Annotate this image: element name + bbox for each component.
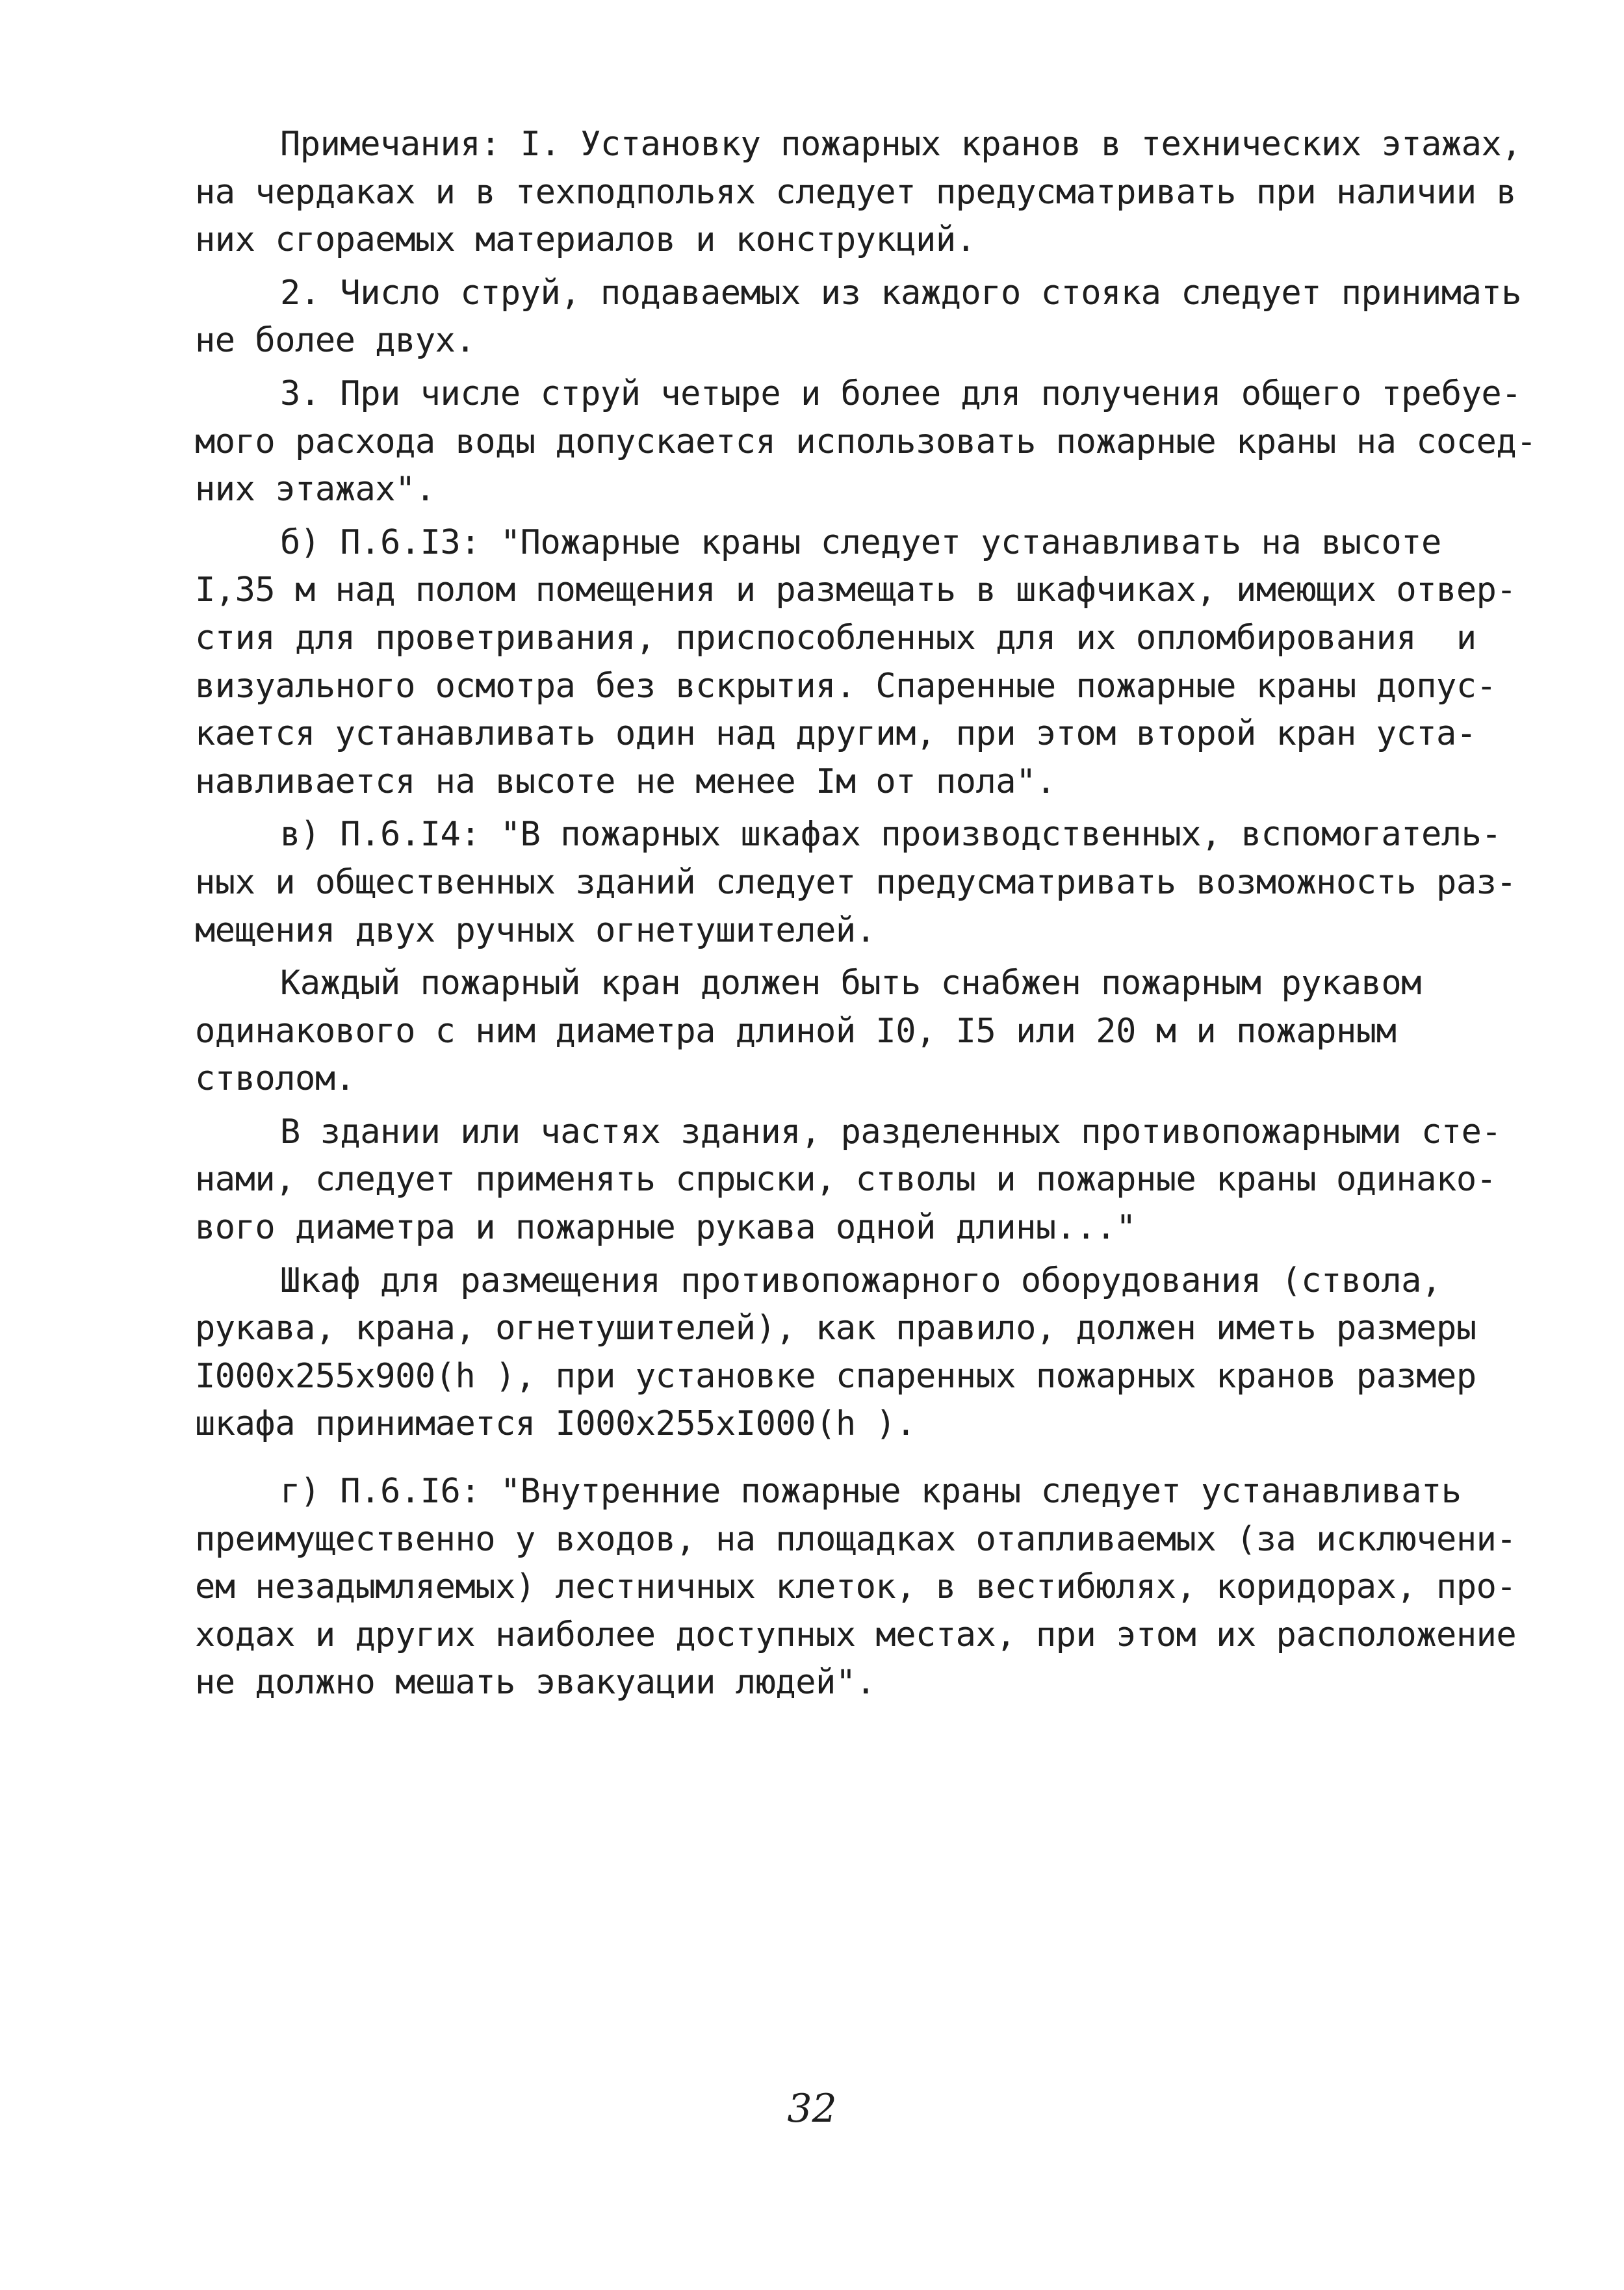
text-line: ем незадымляемых) лестничных клеток, в вестибюлях, коридорах, про- xyxy=(195,1567,1517,1607)
text-line: ходах и других наиболее доступных местах, при этом их расположение xyxy=(195,1615,1517,1654)
page-number: 32 xyxy=(787,2086,837,2131)
text-line: ных и общественных зданий следует предусматривать возможность раз- xyxy=(195,862,1517,902)
text-line: 2. Число струй, подаваемых из каждого стояка следует принимать xyxy=(280,273,1522,313)
paragraph-note-2 xyxy=(195,270,1553,365)
paragraph-clause-6-14 xyxy=(195,811,1553,955)
text-line: в) П.6.I4: "В пожарных шкафах производственных, вспомогатель- xyxy=(280,815,1502,855)
text-line: 3. При числе струй четыре и более для получения общего требуе- xyxy=(280,374,1522,413)
text-line: шкафа принимается I000x255xI000(h ). xyxy=(195,1404,916,1444)
text-line: них сгораемых материалов и конструкций. xyxy=(195,220,976,260)
paragraph-clause-6-13 xyxy=(195,519,1553,806)
paragraph-clause-6-16 xyxy=(195,1468,1553,1707)
paragraph-firewall-sections xyxy=(195,1109,1553,1252)
text-line: навливается на высоте не менее Iм от пола". xyxy=(195,762,1056,801)
text-line: Каждый пожарный кран должен быть снабжен пожарным рукавом xyxy=(280,964,1421,1003)
text-line: стия для проветривания, приспособленных для их опломбирования и xyxy=(195,618,1476,658)
text-line: I000x255x900(h ), при установке спаренных пожарных кранов размер xyxy=(195,1356,1476,1396)
text-line: нами, следует применять спрыски, стволы и пожарные краны одинако- xyxy=(195,1160,1497,1200)
text-line: вого диаметра и пожарные рукава одной длины..." xyxy=(195,1208,1136,1248)
paragraph-cabinet-size xyxy=(195,1257,1553,1448)
text-line: преимущественно у входов, на площадках отапливаемых (за исключени- xyxy=(195,1519,1517,1559)
paragraph-notes-intro xyxy=(195,121,1553,264)
text-line: Шкаф для размещения противопожарного оборудования (ствола, xyxy=(280,1261,1441,1300)
document-body xyxy=(195,121,1553,1707)
text-line: них этажах". xyxy=(195,470,435,509)
text-line: не более двух. xyxy=(195,321,476,361)
text-line: мещения двух ручных огнетушителей. xyxy=(195,910,876,950)
text-line: I,35 м над полом помещения и размещать в шкафчиках, имеющих отвер- xyxy=(195,571,1517,610)
text-line: мого расхода воды допускается использовать пожарные краны на сосед- xyxy=(195,422,1537,461)
paragraph-note-3 xyxy=(195,370,1553,514)
paragraph-hose-requirement xyxy=(195,960,1553,1103)
text-line: Примечания: I. Установку пожарных кранов в технических этажах, xyxy=(280,125,1522,164)
text-line: В здании или частях здания, разделенных противопожарными сте- xyxy=(280,1112,1502,1151)
text-line: одинакового с ним диаметра длиной I0, I5 или 20 м и пожарным xyxy=(195,1011,1397,1051)
text-line: б) П.6.I3: "Пожарные краны следует устанавливать на высоте xyxy=(280,522,1441,562)
text-line: визуального осмотра без вскрытия. Спаренные пожарные краны допус- xyxy=(195,666,1497,706)
text-line: г) П.6.I6: "Внутренние пожарные краны следует устанавливать xyxy=(280,1472,1462,1512)
text-line: стволом. xyxy=(195,1059,355,1099)
text-line: не должно мешать эвакуации людей". xyxy=(195,1663,876,1703)
text-line: кается устанавливать один над другим, при этом второй кран уста- xyxy=(195,714,1476,754)
text-line: на чердаках и в техподпольях следует предусматривать при наличии в xyxy=(195,172,1517,212)
text-line: рукава, крана, огнетушителей), как правило, должен иметь размеры xyxy=(195,1309,1476,1348)
